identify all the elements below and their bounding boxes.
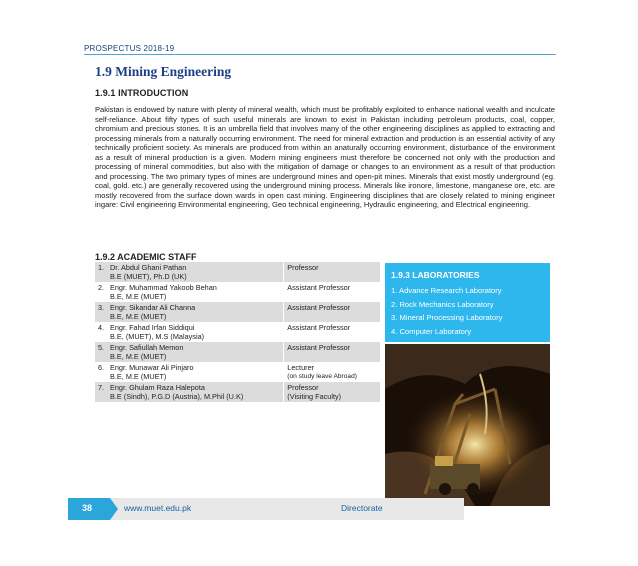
staff-designation: Assistant Professor [287,283,351,292]
staff-designation-cell [284,322,380,342]
directorate-label: Directorate [341,503,383,513]
laboratory-item: 4. Computer Laboratory [391,326,472,336]
staff-qualification: B.E, M.E (MUET) [110,352,167,361]
academic-staff-heading: 1.9.2 ACADEMIC STAFF [95,252,197,262]
staff-designation-note: (on study leave Abroad) [287,373,357,380]
staff-qualification: B.E (MUET), Ph.D (UK) [110,272,187,281]
laboratory-item: 2. Rock Mechanics Laboratory [391,299,494,309]
staff-designation: Assistant Professor [287,343,351,352]
staff-qualification: B.E, (MUET), M.S (Malaysia) [110,332,205,341]
academic-staff-table [95,262,380,402]
staff-qualification: B.E, M.E (MUET) [110,292,167,301]
staff-qualification: B.E (Sindh), P.G.D (Austria), M.Phil (U.K) [110,392,244,401]
laboratory-item: 3. Mineral Processing Laboratory [391,313,503,322]
staff-name-cell [95,262,284,282]
staff-designation-cell [284,382,380,402]
staff-name: Engr. Munawar Ali Pinjaro [110,363,194,372]
staff-designation-cell [284,282,380,302]
staff-row [95,322,380,342]
staff-name-cell [95,342,284,362]
laboratory-item: 1. Advance Research Laboratory [391,286,502,295]
website-link[interactable]: www.muet.edu.pk [124,503,192,513]
section-title: 1.9 Mining Engineering [95,64,232,79]
staff-number: 6. [98,363,105,372]
staff-designation-cell [284,362,380,382]
staff-qualification: B.E, M.E (MUET) [110,372,167,381]
prospectus-label: PROSPECTUS 2018-19 [84,44,175,53]
page-number: 38 [82,503,93,513]
staff-designation: Assistant Professor [287,303,351,312]
staff-name-cell [95,282,284,302]
staff-designation: Lecturer [287,363,315,372]
staff-designation: Professor [287,263,319,272]
staff-number: 5. [98,343,105,352]
staff-name-cell [95,362,284,382]
staff-name: Engr. Safiullah Memon [110,343,184,352]
staff-row [95,342,380,362]
page-number-tab-arrow [110,498,118,520]
staff-row [95,302,380,322]
mining-tunnel-photo [385,344,550,506]
staff-designation-note: (Visiting Faculty) [287,392,342,401]
staff-name: Engr. Ghulam Raza Halepota [110,383,205,392]
header-divider [84,54,556,55]
laboratories-box [385,263,550,342]
staff-designation-cell [284,342,380,362]
staff-designation: Professor [287,383,319,392]
introduction-paragraph: Pakistan is endowed by nature with plenty of mineral wealth, which must be profitably exploited to enhance national wealth and inculcate self-reliance. About fifty types of such useful minerals are known to exist in Pakistan including petroleum products, coal, copper, chromium and precious stones. It is an umbrella field that involves many of the other engineering disciplines as applied to extracting and processing minerals from a naturally occurring environment. The need for mineral extraction and production is an essential activity of any technically proficient society. As minerals are produced from within an anaturally occurring environment, disturbance of the environment as a result of mineral production is a given. Modern mining engineers must therefore be concerned not only with the production and processing of mineral commodities, but also with the mitigation of damage or changes to an environment as a result of that production and processing. The two primary types of mines are underground mines and open-pit mines. Minerals that exist mostly underground (eg. coal, gold. etc.) are generally recovered using the underground mining process. Minerals like ironore, limestone, manganese ore, etc. are mostly recovered from the surface down wards in open cast mining. Engineering disciplines that are closely related to mining engineer ingare: Civil engineering Environmental engineering, Geo technical engineering, Hydraulic engineering, and Electrical engineering. [95,105,555,210]
staff-name-cell [95,382,284,402]
staff-name: Engr. Muhammad Yakoob Behan [110,283,217,292]
staff-number: 2. [98,283,105,292]
staff-designation-cell [284,302,380,322]
staff-name: Dr. Abdul Ghani Pathan [110,263,187,272]
staff-number: 1. [98,263,105,272]
introduction-heading: 1.9.1 INTRODUCTION [95,88,189,98]
staff-designation-cell [284,262,380,282]
staff-number: 4. [98,323,105,332]
staff-row [95,262,380,282]
staff-qualification: B.E, M.E (MUET) [110,312,167,321]
staff-name-cell [95,322,284,342]
laboratories-list [391,284,502,338]
staff-name-cell [95,302,284,322]
staff-row [95,282,380,302]
staff-name: Engr. Sikandar Ali Channa [110,303,196,312]
staff-row [95,362,380,382]
staff-name: Engr. Fahad Irfan Siddiqui [110,323,195,332]
staff-designation: Assistant Professor [287,323,351,332]
staff-row [95,382,380,402]
staff-number: 7. [98,383,105,392]
mining-tunnel-illustration [385,344,550,506]
laboratories-heading: 1.9.3 LABORATORIES [391,270,480,280]
staff-number: 3. [98,303,105,312]
